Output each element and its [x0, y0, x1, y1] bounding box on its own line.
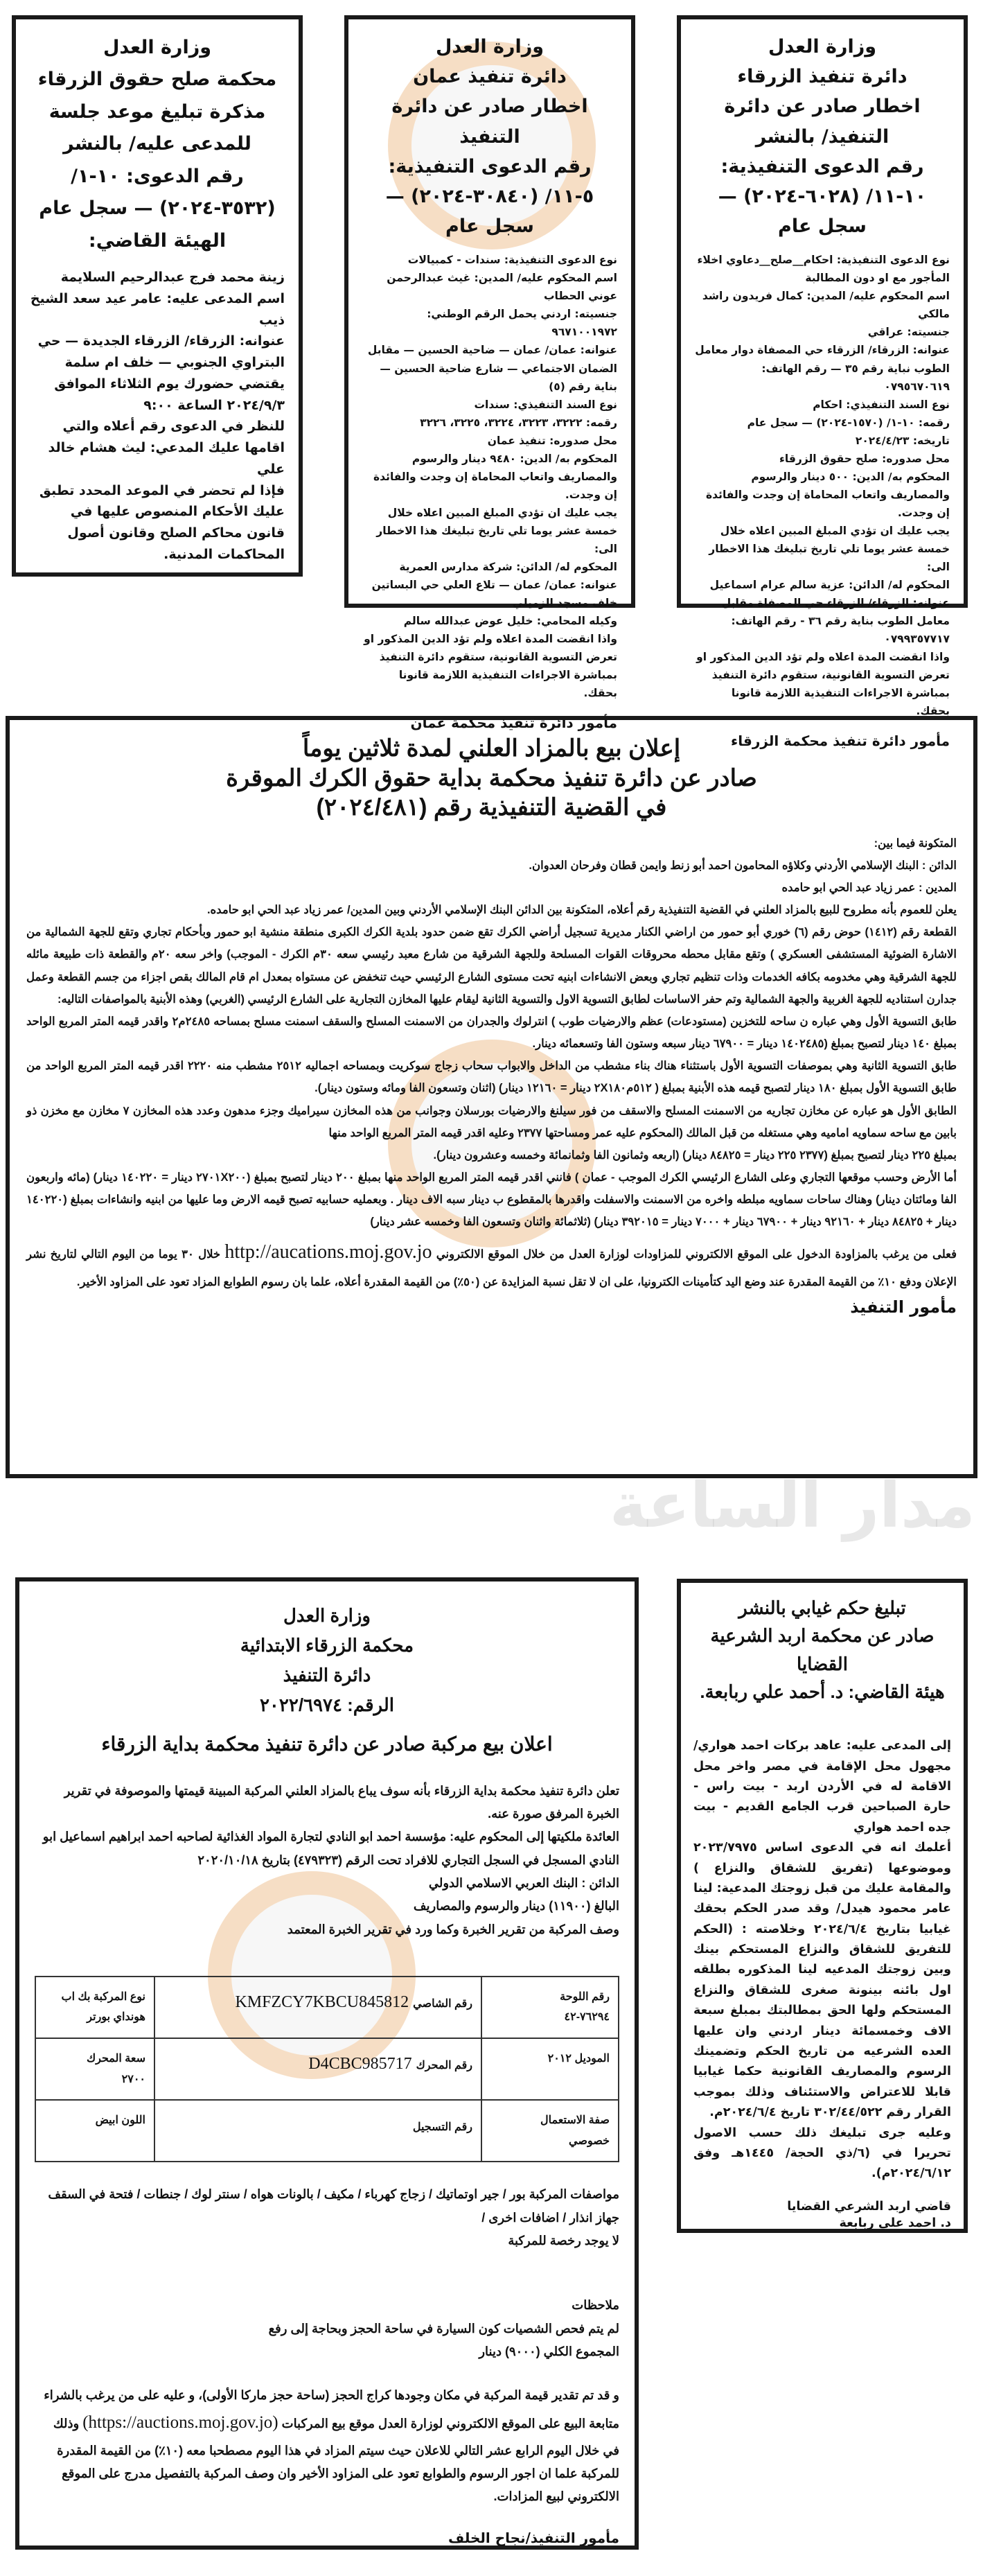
parties-label: المتكونة فيما بين:: [874, 836, 957, 850]
debtor-name: اسم المحكوم عليه/ المدين: كمال فريدون راشد مالكي: [702, 290, 950, 321]
creditor-name: المحكوم له/ الدائن: شركة مدارس العمرية: [399, 560, 617, 573]
note-inspection: لم يتم فحص الشصيات كون السيارة في ساحة الحجز وبحاجة إلى رفع: [268, 2321, 619, 2336]
basement-1: طابق التسوية الأول وهي عباره ن ساحه للتخزين (مستودعات) عظم والارضيات طوب ) انترلوك والجدران من الاسمنت المسلح والسقف اسمنت مسلح بمساحه ٢٤٨٥م٢ واقدر قيمه المتر المربع الواحد بمبلغ ١٤٠ دينار لتصبح بمبلغ (١٤٠٢٤٨٥ دينار = ٦٧٩٠٠ دينار سبعه وستون الفا وتسعمائه دينار.: [26, 1015, 957, 1051]
department-title: دائرة تنفيذ عمان: [413, 66, 567, 88]
issue-place: محل صدوره: تنفيذ عمان: [487, 434, 617, 447]
department-title: دائرة التنفيذ: [283, 1664, 371, 1685]
owner: العائدة ملكيتها إلى المحكوم عليه: مؤسسة احمد ابو النادي لتجارة المواد الغذائية لصاحبه احمد ابراهيم اسماعيل ابو النادي المسجل في السجل التجاري للافراد تحت الرقم (٤٧٩٣٢٣) بتاريخ ٢٠٢٠/١٠/١٨: [42, 1830, 619, 1867]
watermark-site-name: مدار الساعة: [610, 1469, 975, 1542]
ministry-title: وزارة العدل: [768, 36, 877, 58]
vehicle-body: [35, 1780, 619, 2509]
notice-amman-execution: [344, 15, 635, 732]
registry-type: سجل عام: [778, 216, 867, 238]
vehicle-type-cell: نوع المركبة بك اب هونداي بورتر: [35, 1977, 154, 2038]
debt-amount: المحكوم به/ الدين: ٥٠٠ دينار والرسوم والمصاريف واتعاب المحاماة إن وجدت والفائدة إن وجدت.: [706, 470, 950, 519]
notice-type-cont: التنفيذ/ بالنشر: [755, 125, 889, 148]
department-title: دائرة تنفيذ الزرقاء: [737, 66, 907, 88]
creditor-address: عنوانه: الزرقاء/ الزرقاء حي المصفاة مقابل معامل الطوب بناية رقم ٣٦ - رقم الهاتف: ٠٧٩٩٣٥٧٧١٧: [721, 596, 950, 645]
payment-deadline: يجب عليك ان تؤدي المبلغ المبين اعلاه خلال خمسة عشر يوما تلي تاريخ تبليغك هذا الاخطار الى:: [709, 524, 950, 573]
ministry-title: وزارة العدل: [283, 1605, 371, 1626]
participation-text-cont: خلال ٣٠ يوما من اليوم التالي لتاريخ نشر الإعلان ودفع ١٠٪ من القيمة المقدرة عند وضع اليد كتأمينات الكترونيا، على ان لا تقل نسبة المزايدة عن (٥٠٪) من القيمة المقدرة أعلاه، علما بان رسوم الطوابع المزاد تعود على المزاود الأخير.: [26, 1247, 957, 1289]
court-title: محكمة صلح حقوق الزرقاء: [37, 69, 277, 91]
table-row: [35, 1977, 619, 2038]
notice-vehicle-sale: [15, 1577, 639, 2550]
debtor: المدين : عمر زياد عبد الحي ابو حامده: [781, 881, 957, 894]
basement-2: طابق التسوية الثانية وهي بموصفات التسوية الأول باستثناء هناك بناء مشطب من الداخل والابواب سحاب زجاج سوكريت وبمساحه اجماليه ٢٥١٢ مشطب منه ٢٢٢٠ اقدر قيمه المتر المربع الواحد من طابق التسوية الأول بمبلغ ١٨٠ دينار لتصبح قيمه هذه الأبنية بمبلغ ( ٥١٢م٢X١٨٠ دينار = ١٢١٦٠ دينار) (اثنان وتسعون الفا ومائه وستون دينار).: [26, 1060, 957, 1095]
plate-number-cell: رقم اللوحة ٧٦٢٩٤-٤٢: [481, 1977, 619, 2038]
registry-type: سجل عام: [445, 216, 534, 238]
defendant: إلى المدعى عليه: عاهد بركات احمد هواري/ مجهول محل الإقامة في مصر واخر محل الاقامة له في الأردن اربد - بيت راس - حارة الصباحين قرب الجامع القديم - بيت جده احمد هواري: [693, 1739, 951, 1834]
land-value-total: أما الأرض وحسب موقعها التجاري وعلى الشارع الرئيسي الكرك الموجب - عمان ) فانني اقدر قيمه المتر المربع الواحد منها بمبلغ ٢٠٠ دينار لتصبح بمبلغ (٢٧٠١X٢٠٠ دينار = ١٤٠٢٢٠ دينار) (مائه واربعون الفا ومائتان دينار) وهناك ساحات سماويه مبلطه واخره من الاسمنت والاسفلت واقدرها بالمقطوع ب دينار سبه الاف دينار . وبعمليه حسابيه تصبح قيمه الارض وما عليها من ابنيه وانشاءات بمبلغ (١٤٠٢٢٠ دينار + ٨٤٨٢٥ دينار + ٩٢١٦٠ دينار + ٦٧٩٠٠ دينار + ٧٠٠٠ دينار = ٣٩٢٠١٥ دينار) (ثلاثمائة واثنان وتسعون الفا وخمسه عشر دينار): [26, 1171, 957, 1229]
notice-body: [695, 251, 950, 720]
ground-floor: الطابق الأول هو عباره عن مخازن تجاريه من الاسمنت المسلح والاسقف من فور سيلنغ والارضيات بورسلان وجوانب من هذه المخازن سيراميك وجزء مدهون وعدد هذه المخازن ٧ مخازن مع مخزن ذو بابين مع ساحه سماويه اماميه وهي مستغله من قبل المالك (المحكوم عليه عمر ومساحتها ٢٣٧٧ وعليه اقدر قيمه المتر المربع الواحد منها: [26, 1104, 957, 1139]
engine-number-cell: رقم المحركD4CBC985717: [154, 2038, 481, 2100]
table-row: [35, 2038, 619, 2100]
case-type: نوع الدعوى التنفيذية: سندات - كمبيالات: [407, 254, 617, 267]
notice-header: [30, 32, 285, 257]
debtor-address: عنوانه: عمان/ عمان — ضاحية الحسين — مقابل الضمان الاجتماعي — شارع ضاحية الحسين — بناية رقم (٥): [367, 344, 617, 393]
sale-announcement: تعلن دائرة تنفيذ محكمة بداية الزرقاء بأنه سوف يباع بالمزاد العلني المركبة المبينة قيمتها والموصوفة في تقرير الخبرة المرفق صورة عنه.: [64, 1783, 619, 1821]
payment-deadline: يجب عليك ان تؤدي المبلغ المبين اعلاه خلال خمسة عشر يوما تلي تاريخ تبليغك هذا الاخطار الى:: [376, 506, 617, 555]
case-number-label: رقم الدعوى التنفيذية:: [388, 155, 592, 177]
case-number: (٣٥٣٢-٢٠٢٤) — سجل عام: [39, 198, 276, 220]
notice-type: اخطار صادر عن دائرة التنفيذ: [391, 96, 588, 148]
auction-header: [26, 734, 957, 823]
session-date: يقتضي حضورك يوم الثلاثاء الموافق ٢٠٢٤/٩/٣ الساعة ٩:٠٠: [54, 376, 285, 413]
enforcement-warning: واذا انقضت المدة اعلاه ولم تؤد الدين المذكور او تعرض التسوية القانونية، ستقوم دائرة التنفيذ بمباشرة الاجراءات التنفيذية اللازمة قانونا بحقك.: [696, 651, 950, 718]
vehicle-header: [35, 1601, 619, 1760]
debtor-nationality: جنسيته: اردني يحمل الرقم الوطني: ٩٦٧١٠٠١٩٧٢: [427, 308, 617, 339]
notice-target: للمدعى عليه/ بالنشر: [63, 133, 251, 155]
court-title: محكمة الزرقاء الابتدائية: [240, 1634, 414, 1656]
notice-zarqa-execution: [677, 15, 968, 750]
license-status: لا يوجد رخصة للمركبة: [508, 2233, 619, 2248]
notification-date: وعليه جرى تبليغك ذلك حسب الاصول تحريرا في (٦/ذي الحجة/ ١٤٤٥هـ وفق ٢٠٢٤/٦/١٢م).: [693, 2126, 951, 2181]
notice-header: [362, 32, 617, 241]
legal-warning: فإذا لم تحضر في الموعد المحدد تطبق عليك الأحكام المنصوص عليها في قانون محاكم الصلح وقانون أصول المحاكمات المدنية.: [39, 482, 285, 563]
defendant-address: عنوانه: الزرقاء/ الزرقاء الجديدة — حي البتراوي الجنوبي — خلف ام سلمة: [37, 333, 285, 371]
case-number: ٥-١١/ (٣٠٨٤٠-٢٠٢٤) —: [385, 185, 594, 207]
signature-title: قاضي اربد الشرعي القضايا: [787, 2199, 951, 2214]
closing-text-cont: وذلك في خلال اليوم الرابع عشر التالي للاعلان حيث سيتم المزاد في هذا اليوم مصطحبا معه (١٠٪) من القيمة المقدرة للمركبة علما ان اجور الرسوم والطوابع تعود على المزاود الأخير وان وصف المركبة بالتفصيل مدرج على الموقع الالكتروني لبيع المزادات.: [53, 2417, 619, 2504]
description-intro: وصف المركبة من تقرير الخبرة وكما ورد في تقرير الخبرة المعتمد: [287, 1922, 619, 1936]
defendant-name: اسم المدعى عليه: عامر عيد سعد الشيخ ذيب: [30, 290, 285, 328]
amount: البالغ (١١٩٠٠) دينار والرسوم والمصاريف: [413, 1899, 619, 1913]
notice-type: مذكرة تبليغ موعد جلسة: [48, 100, 266, 123]
instrument-date: تاريخه: ٢٠٢٤/٤/٢٣: [855, 434, 950, 447]
creditor-name: المحكوم له/ الدائن: عزية سالم عرام اسماعيل: [709, 578, 950, 591]
instrument-type: نوع السند التنفيذي: احكام: [813, 398, 950, 411]
auction-website-link[interactable]: http://aucations.moj.gov.jo: [224, 1241, 432, 1263]
signature: مأمور التنفيذ: [850, 1297, 957, 1317]
signature: مأمور دائرة تنفيذ محكمة عمان: [410, 715, 617, 732]
reference-number: الرقم: ٢٠٢٢/٦٩٧٤: [259, 1694, 395, 1715]
judgment-details: أعلمك انه في الدعوى اساس ٢٠٢٣/٧٩٧٥ وموضوعها (تفريق للشقاق والنزاع ) والمقامة عليك من قبل زوجتك المدعية: لينا عامر محمود هيدل/ وقد صدر الحكم بحقك غيابيا بتاريخ ٢٠٢٤/٦/٤ وخلاصته : (الحكم للتفريق للشقاق والنزاع المستحكم بينك وبين زوجتك المدعيه لينا المذكوره بطلقه اول بائنه بينونة صغرى للشقاق والنزاع المستحكم ولها الحق بمطالبتك بمبلغ سبعة الاف وخمسمائة دينار اردني وان عليها العده الشرعيه من تاريخ الحكم وتضمينك الرسوم والمصاريف القانونية حكما غيابيا قابلا للاعتراض والاستئناف وذلك بموجب القرار رقم ٣٠٢/٤٤/٥٢٢ تاريخ ٢٠٢٤/٦/٤م.: [693, 1841, 951, 2120]
issue-place: محل صدوره: صلح حقوق الزرقاء: [779, 452, 950, 465]
case-type: نوع الدعوى التنفيذية: احكام__صلح__دعاوي اخلاء المأجور مع او دون المطالبة: [697, 254, 950, 285]
judge-label: الهيئة القاضي:: [88, 229, 227, 252]
enforcement-warning: واذا انقضت المدة اعلاه ولم تؤد الدين المذكور او تعرض التسوية القانونية، ستقوم دائرة التنفيذ بمباشرة الاجراءات التنفيذية اللازمة قانونا بحقك.: [364, 632, 617, 700]
creditor-address: عنوانه: عمان/ عمان — تلاع العلي حي البساتين خلف مسجد الزميلي: [371, 578, 617, 609]
notice-body: [30, 267, 285, 566]
creditor: الدائن : البنك الإسلامي الأردني وكلاؤه المحامون احمد أبو زنط وايمن قطان وفرحان العدوان.: [529, 859, 957, 872]
debtor-nationality: جنسيته: عراقي: [867, 326, 950, 339]
creditor-lawyer: وكيله المحامي: خليل عوض عبدالله سالم: [403, 614, 617, 627]
registration-number-cell: رقم التسجيل: [154, 2100, 481, 2162]
signature-name: د. احمد علي ربابعة: [839, 2216, 951, 2230]
plaintiff-name: للنظر في الدعوى رقم أعلاه والتي اقامها عليك المدعي: ليث هشام خالد علي: [48, 419, 285, 477]
auction-title: إعلان بيع بالمزاد العلني لمدة ثلاثين يوماً: [302, 735, 681, 762]
vehicle-sale-title: اعلان بيع مركبة صادر عن دائرة تنفيذ محكمة بداية الزرقاء: [101, 1733, 553, 1755]
case-number: ١٠-١١/ (٦٠٢٨-٢٠٢٤) —: [718, 185, 927, 207]
closing-text: و قد تم تقدير قيمة المركبة في مكان وجودها كراج الحجز (ساحة حجز ماركا الأولى)، و عليه على من يرغب بالشراء متابعة البيع على الموقع الالكتروني لوزارة العدل موقع بيع المركبات: [44, 2388, 619, 2431]
judge-name: زينة محمد فرج عبدالرحيم السلايمة: [60, 270, 285, 286]
participation-text: فعلى من يرغب بالمزاودة الدخول على الموقع الالكتروني للمزاودات لوزارة العدل من خلال الموقع الالكتروني: [436, 1247, 957, 1261]
notice-session-summons: [12, 15, 303, 577]
vehicle-specs: مواصفات المركبة بور / جير اوتماتيك / زجاج كهرباء / مكيف / بالونات هواه / سنتر لوك / جنطات / فتحة في السقف جهاز انذار / اضافات اخرى /: [48, 2187, 619, 2225]
table-row: [35, 2100, 619, 2162]
notice-body: [362, 251, 617, 702]
engine-capacity-cell: سعة المحرك ٢٧٠٠: [35, 2038, 154, 2100]
case-number-label: رقم الدعوى: ١٠-١/: [71, 165, 244, 187]
debt-amount: المحكوم به/ الدين: ٩٤٨٠ دينار والرسوم والمصاريف واتعاب المحاماة إن وجدت والفائدة إن وجدت.: [373, 452, 617, 501]
auction-case-number: في القضية التنفيذية رقم (٢٠٢٤/٤٨١): [316, 794, 667, 821]
color-cell: اللون ابيض: [35, 2100, 154, 2162]
instrument-type: نوع السند التنفيذي: سندات: [474, 398, 617, 411]
note-total: المجموع الكلي (٩٠٠٠) دينار: [479, 2344, 619, 2358]
notes-title: ملاحظات: [572, 2298, 619, 2313]
judge-name: هيئة القاضي: د. أحمد علي ربابعة.: [700, 1681, 945, 1702]
land-description: القطعة رقم (١٤١٢) حوض رقم (٦) خوري أبو حمور من اراضي الكنار مديرية تسجيل أراضي الكرك تقع ضمن حدود بلدية الكرك الكبرى منطقة منشية ابو حمور وبأحكام تجاري وتقع للجهة الشمالية من الاشارة الضوئية المستشفى العسكري ) وتقع مقابل محطه محروقات القوات المسلحة وللجهة الشرقية من شارع معبد رئيسي سعه ٣٠م الكرك - الموجب) واخر سعه ٢٠م والقطعة ذات طبيعة مائله للجهة الشرقية وهي مخدومه بكافه الخدمات وذات تنظيم تجاري وبعض الانشاءات ابنيه تحت مستوى الشارع الرئيسي حيث تنخفض عن مستواه بمعدل ام قام المالك بقص اجزاء من جسم القطعة وعمل جدارن استناديه للجهة الغربية والجهة الشمالية وتم حفر الاساسات لطابق التسوية الاول والتسوية الثانية ليقام عليها المخازن التجارية على الشارع الرئيسي (الغربي) وهذه الأبنية بالمواصفات التاليه:: [26, 926, 957, 1006]
instrument-number: رقمه: ١٠-١/ (١٥٧٠-٢٠٢٤) — سجل عام: [747, 416, 950, 429]
sharia-header: [693, 1594, 951, 1706]
debtor-address: عنوانه: الزرقاء/ الزرقاء حي المصفاة دوار معامل الطوب نباية رقم ٣٥ — رقم الهاتف: ٠٧٩٥٦٧٠٦١٩: [695, 344, 950, 393]
public-announcement: يعلن للعموم بأنه مطروح للبيع بالمزاد العلني في القضية التنفيذية رقم أعلاه، المتكونة بين الدائن البنك الإسلامي الأردني وبين المدين/ عمر زياد عبد الحي ابو حامده.: [206, 904, 957, 917]
participation-terms: [26, 1234, 957, 1294]
debtor-name: اسم المحكوم عليه/ المدين: غيث عبدالرحمن عوني الحطاب: [387, 272, 617, 303]
sharia-body: [693, 1736, 951, 2184]
notice-header: [695, 32, 950, 241]
signature: مأمور التنفيذ/نجاح الخلف: [448, 2529, 619, 2546]
auctions-website-link[interactable]: (https://auctions.moj.gov.jo): [82, 2413, 278, 2433]
ministry-title: وزارة العدل: [103, 37, 212, 58]
instrument-numbers: رقمه: ٣٢٢٢، ٣٢٢٣، ٣٢٢٤، ٣٢٢٥، ٣٢٢٦: [420, 416, 617, 429]
model-year-cell: الموديل ٢٠١٢: [481, 2038, 619, 2100]
case-number-label: رقم الدعوى التنفيذية:: [720, 155, 924, 177]
usage-type-cell: صفة الاستعمال خصوصي: [481, 2100, 619, 2162]
auction-body: [26, 832, 957, 1294]
court-title: صادر عن محكمة اربد الشرعية القضايا: [710, 1625, 935, 1674]
notice-land-auction: [6, 716, 977, 1478]
ministry-title: وزارة العدل: [435, 36, 544, 58]
signature: مأمور دائرة تنفيذ محكمة الزرقاء: [731, 733, 950, 750]
ground-floor-value: بمبلغ ٢٢٥ دينار لتصبح بمبلغ (٢٣٧٧ ٢٢٥ دينار = ٨٤٨٢٥ دينار) (اربعه وثمانون الفا وثمانمائة وخمسه وعشرون دينار).: [433, 1148, 957, 1162]
notice-type: اخطار صادر عن دائرة: [724, 96, 921, 118]
notice-title: تبليغ حكم غيابي بالنشر: [738, 1597, 906, 1618]
notice-sharia-judgment: [677, 1579, 968, 2233]
chassis-number-cell: رقم الشاصيKMFZCY7KBCU845812: [154, 1977, 481, 2038]
auction-issuer: صادر عن دائرة تنفيذ محكمة بداية حقوق الكرك الموقرة: [226, 764, 757, 791]
closing-terms: [35, 2384, 619, 2508]
vehicle-details-table: [35, 1976, 619, 2163]
creditor: الدائن : البنك العربي الاسلامي الدولي: [428, 1875, 619, 1890]
